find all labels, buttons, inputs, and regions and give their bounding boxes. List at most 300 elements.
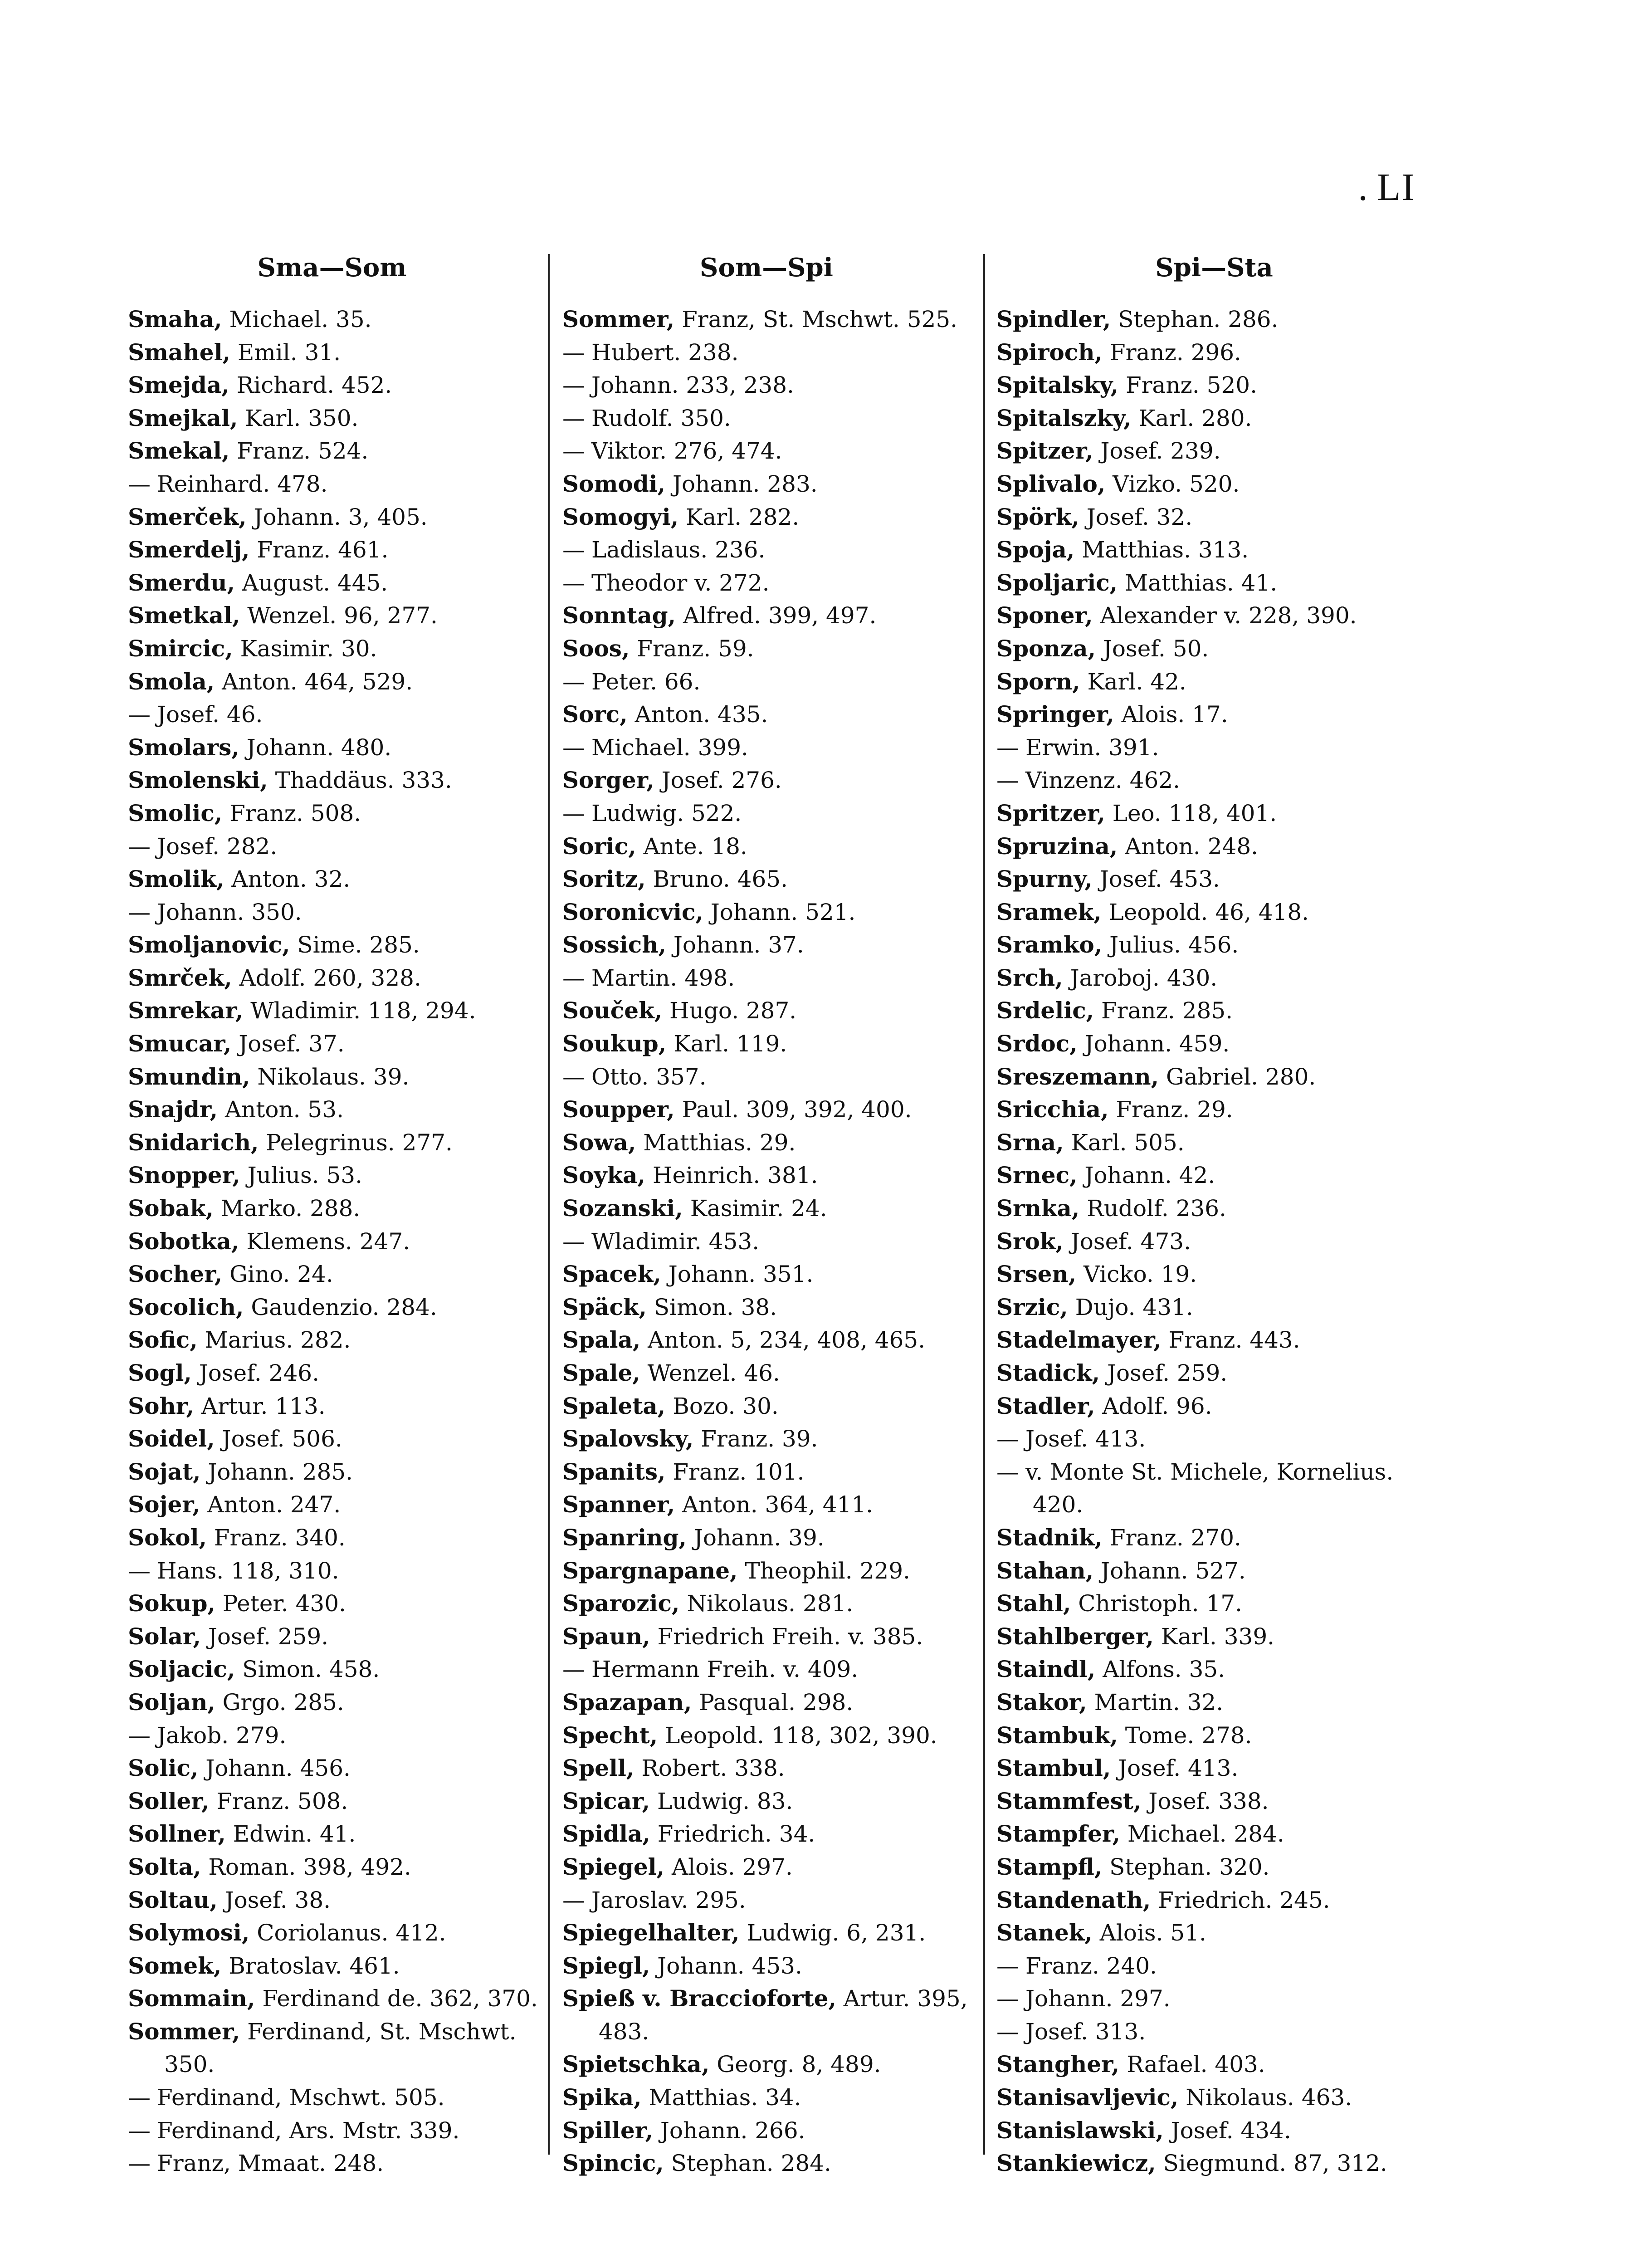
entry-details: Leopold. 46, 418. [1108,899,1309,925]
entry-surname: Stanisavljevic, [996,2084,1179,2111]
entry-details: Otto. 357. [591,1063,707,1090]
entry-details: Anton. 32. [231,866,351,893]
repeat-dash: — [128,833,151,860]
entry-surname: Smrekar, [128,997,244,1024]
index-entry [128,632,536,665]
entry-details: Emil. 31. [237,339,341,366]
index-entry [562,369,971,402]
index-entry [128,1653,536,1686]
page-number-text: LI [1376,165,1415,209]
index-entry [128,929,536,962]
entry-details: Simon. 458. [242,1656,380,1683]
entry-details: Theophil. 229. [745,1557,910,1584]
entry-surname: Spalovsky, [562,1425,694,1452]
entry-surname: Stadelmayer, [996,1326,1162,1354]
entry-surname: Spitzer, [996,437,1093,464]
index-entry [562,1752,971,1785]
entry-surname: Sponza, [996,635,1096,662]
entry-details: Ferdinand, Mschwt. 505. [157,2084,445,2111]
entry-details: Vinzenz. 462. [1025,767,1181,794]
entry-details: Artur. 395, [843,1985,968,2012]
entry-surname: Staindl, [996,1656,1096,1683]
index-entry [996,1818,1432,1851]
entry-details: Pelegrinus. 277. [266,1129,453,1156]
entry-surname: Snidarich, [128,1129,259,1156]
entry-surname: Srna, [996,1129,1064,1156]
entry-surname: Smahel, [128,338,230,366]
index-entry [996,1916,1432,1950]
entry-surname: Sonntag, [562,602,676,629]
index-entry [996,336,1432,369]
entry-details: Kasimir. 30. [240,635,377,662]
index-entry [996,1653,1432,1686]
index-entry [562,1159,971,1192]
index-entry [128,797,536,830]
index-entry [562,567,971,600]
entry-surname: Smolenski, [128,767,268,794]
index-entry [996,1093,1432,1126]
entry-details: Franz. 240. [1025,1952,1157,1979]
index-entry [562,1126,971,1159]
entry-surname: Soltau, [128,1886,218,1913]
entry-details: Gaudenzio. 284. [251,1294,437,1320]
index-entry [996,2015,1432,2048]
entry-details: Johann. 42. [1084,1162,1215,1189]
entry-details: Josef. 32. [1086,503,1193,530]
repeat-dash: — [996,1985,1019,2012]
entry-surname: Sowa, [562,1129,636,1156]
entry-surname: Soller, [128,1787,210,1814]
index-entry [562,1851,971,1884]
entry-surname: Sofic, [128,1326,198,1354]
entry-details: Karl. 350. [245,405,359,431]
entry-surname: Spale, [562,1359,640,1386]
entry-surname: Solic, [128,1755,199,1782]
index-entry [996,1192,1432,1225]
entry-details: Ludwig. 83. [657,1788,793,1814]
index-entry [128,1390,536,1423]
index-entry [128,1357,536,1390]
entry-details: Bozo. 30. [673,1393,779,1419]
entry-details: Viktor. 276, 474. [591,438,782,464]
entry-surname: Solymosi, [128,1919,250,1946]
repeat-dash: — [562,1063,585,1090]
entry-details: 350. [164,2051,215,2078]
index-column-1 [128,254,536,2180]
index-entry [562,1620,971,1653]
entry-surname: Souček, [562,997,663,1024]
entry-surname: Spoja, [996,536,1075,563]
index-entry [128,1258,536,1291]
index-entry [996,830,1432,863]
entry-details: Peter. 430. [222,1590,346,1617]
index-entry [562,1950,971,1983]
index-entry-continuation [128,2048,536,2081]
index-entry [128,1620,536,1653]
entry-details: Johann. 285. [208,1458,353,1485]
index-entry [562,1422,971,1456]
index-entry [996,1159,1432,1192]
index-entry [128,896,536,929]
entry-surname: Stanek, [996,1919,1093,1946]
index-entry [996,863,1432,896]
entry-details: Hermann Freih. v. 409. [591,1656,859,1683]
entry-surname: Sramko, [996,931,1103,958]
entry-details: Simon. 38. [654,1294,777,1320]
index-entry [996,1456,1432,1489]
index-entry [128,1291,536,1324]
entry-details: Jaroboj. 430. [1070,964,1218,991]
entry-details: Josef. 506. [222,1426,342,1452]
repeat-dash: — [562,800,585,826]
entry-surname: Soronicvic, [562,898,703,925]
entry-details: Alois. 17. [1121,701,1228,728]
entry-details: Rafael. 403. [1127,2051,1265,2078]
entry-surname: Smaha, [128,306,222,332]
entry-details: Franz, St. Mschwt. 525. [682,306,958,332]
index-entry [996,599,1432,632]
entry-details: Johann. 39. [693,1524,825,1551]
entry-surname: Somodi, [562,470,666,497]
entry-details: Gino. 24. [229,1261,333,1288]
entry-details: Anton. 53. [225,1096,344,1123]
entry-details: Josef. 259. [208,1623,329,1650]
index-entry [562,731,971,764]
entry-surname: Spruzina, [996,832,1118,860]
index-column-2 [562,254,971,2180]
entry-details: Josef. 38. [225,1887,331,1913]
entry-surname: Smetkal, [128,602,240,629]
index-entry [562,468,971,501]
entry-surname: Sorc, [562,701,628,728]
entry-surname: Spörk, [996,503,1079,530]
entry-surname: Srnec, [996,1162,1078,1189]
entry-surname: Sokol, [128,1524,207,1551]
entry-surname: Spazapan, [562,1688,692,1716]
index-entry [996,731,1432,764]
entry-details: Johann. 37. [673,932,804,958]
entry-details: Leopold. 118, 302, 390. [665,1722,937,1749]
index-entry [128,665,536,699]
entry-details: Matthias. 313. [1082,537,1249,563]
page-mark: . [1358,165,1369,209]
index-entry [562,830,971,863]
entry-surname: Spanring, [562,1524,687,1551]
repeat-dash: — [996,1426,1019,1452]
index-entry [996,1719,1432,1752]
index-entry [128,533,536,567]
repeat-dash: — [562,405,585,431]
entry-surname: Späck, [562,1293,647,1320]
index-entry [128,468,536,501]
entry-details: Jakob. 279. [157,1722,287,1749]
entry-surname: Spanits, [562,1458,666,1485]
entry-surname: Stahan, [996,1557,1094,1584]
entry-details: Alfons. 35. [1103,1656,1225,1683]
entry-surname: Srok, [996,1227,1064,1255]
entry-details: Nikolaus. 39. [257,1063,410,1090]
index-entry [562,2081,971,2114]
index-entry [996,1357,1432,1390]
index-entry [996,369,1432,402]
index-entry [562,1818,971,1851]
entry-details: Ferdinand, St. Mschwt. [247,2018,517,2045]
entry-surname: Sozanski, [562,1195,683,1222]
index-entry-continuation [996,1488,1432,1521]
entry-details: Friedrich Freih. v. 385. [657,1623,923,1650]
entry-surname: Splivalo, [996,470,1106,497]
entry-details: Franz. 270. [1109,1524,1241,1551]
column-divider [548,254,550,2155]
entry-details: Friedrich. 34. [657,1821,815,1848]
entry-surname: Sojer, [128,1491,200,1518]
entry-details: Michael. 35. [229,306,372,332]
index-entry [562,698,971,731]
entry-details: Josef. 239. [1100,438,1221,464]
entry-details: Franz. 340. [214,1524,346,1551]
entry-details: Johann. 266. [660,2117,805,2144]
entry-surname: Somek, [128,1952,222,1979]
index-entry [996,1225,1432,1258]
entry-surname: Spika, [562,2084,642,2111]
entry-surname: Spritzer, [996,799,1105,826]
entry-surname: Stahl, [996,1590,1071,1617]
index-entry [128,369,536,402]
repeat-dash: — [562,537,585,563]
entry-surname: Sommain, [128,1985,255,2012]
index-entry [128,1027,536,1061]
index-entry [996,1324,1432,1357]
index-entry [996,2048,1432,2081]
entry-surname: Soritz, [562,865,646,893]
entry-surname: Smejda, [128,371,229,399]
entry-details: Ante. 18. [643,833,747,860]
entry-surname: Smrček, [128,964,232,991]
entry-details: Josef. 413. [1118,1755,1239,1782]
repeat-dash: — [128,701,151,728]
entry-surname: Sponer, [996,602,1093,629]
entry-details: Gabriel. 280. [1166,1063,1316,1090]
entry-details: Wladimir. 118, 294. [250,997,476,1024]
index-entry [562,1192,971,1225]
index-entry [996,1061,1432,1094]
page-number [1358,164,1415,210]
entry-details: Grgo. 285. [222,1689,344,1716]
entry-details: Wenzel. 46. [647,1360,780,1386]
entry-surname: Spanner, [562,1491,675,1518]
entry-details: Paul. 309, 392, 400. [682,1096,912,1123]
repeat-dash: — [128,2084,151,2111]
index-entry [996,1554,1432,1588]
entry-surname: Stanislawski, [996,2116,1164,2144]
entry-details: Ludwig. 522. [591,800,742,826]
entry-details: Wenzel. 96, 277. [247,602,438,629]
entry-details: Johann. 350. [157,899,302,925]
index-entry [996,994,1432,1027]
entry-details: Josef. 259. [1107,1360,1228,1386]
repeat-dash: — [562,339,585,366]
entry-surname: Srnka, [996,1195,1080,1222]
entry-details: Franz. 443. [1168,1327,1300,1354]
entry-surname: Springer, [996,701,1114,728]
entry-details: Marius. 282. [205,1327,351,1354]
entry-details: 483. [599,2018,649,2045]
column-heading: Sma—Som [257,253,407,283]
entry-details: 420. [1033,1491,1083,1518]
entry-details: Josef. 313. [1025,2018,1146,2045]
entry-details: Ludwig. 6, 231. [747,1920,926,1946]
index-entry [128,501,536,534]
entry-surname: Stampfl, [996,1853,1103,1880]
index-entry [562,1686,971,1719]
entry-surname: Srdelic, [996,997,1094,1024]
index-entry [996,665,1432,699]
index-entry [128,1982,536,2015]
entry-details: Wladimir. 453. [591,1228,760,1255]
entry-details: Ladislaus. 236. [591,537,766,563]
repeat-dash: — [562,734,585,761]
index-entry [128,1752,536,1785]
index-entry [562,896,971,929]
entry-details: Erwin. 391. [1025,734,1159,761]
entry-surname: Soupper, [562,1096,675,1123]
entry-details: Anton. 247. [207,1491,341,1518]
entry-surname: Stampfer, [996,1820,1120,1848]
entry-surname: Soljan, [128,1688,215,1716]
entry-details: Adolf. 260, 328. [239,964,421,991]
index-entry [128,863,536,896]
index-entry [128,1159,536,1192]
entry-details: Robert. 338. [641,1755,785,1782]
index-entry [128,567,536,600]
index-entry [128,1061,536,1094]
index-entry [128,1126,536,1159]
index-entry [562,1061,971,1094]
entry-details: Pasqual. 298. [699,1689,854,1716]
entry-details: Bratoslav. 461. [229,1952,400,1979]
index-entry [996,632,1432,665]
entry-details: Dujo. 431. [1075,1294,1193,1320]
entry-surname: Spiroch, [996,338,1103,366]
entry-details: Matthias. 41. [1125,569,1278,596]
entry-details: Anton. 435. [634,701,768,728]
repeat-dash: — [562,1887,585,1913]
entry-details: Coriolanus. 412. [257,1920,446,1946]
entry-details: Johann. 480. [246,734,392,761]
index-entry [996,533,1432,567]
entry-details: Josef. 453. [1099,866,1220,893]
entry-surname: Srch, [996,964,1063,991]
entry-surname: Soyka, [562,1162,645,1189]
entry-surname: Smucar, [128,1030,232,1057]
entry-details: Reinhard. 478. [157,470,328,497]
index-entry [562,1390,971,1423]
entry-details: Franz. 524. [237,438,369,464]
entry-details: Alois. 297. [671,1853,793,1880]
entry-surname: Sobak, [128,1195,214,1222]
repeat-dash: — [996,734,1019,761]
entry-surname: Spincic, [562,2150,664,2177]
index-entry [562,501,971,534]
entry-surname: Soukup, [562,1030,667,1057]
index-entry [128,1587,536,1620]
index-entry [562,1324,971,1357]
index-entry [996,1884,1432,1917]
entry-surname: Smerdu, [128,569,235,596]
entry-surname: Sossich, [562,931,666,958]
entry-details: Matthias. 29. [643,1129,796,1156]
entry-details: Hans. 118, 310. [157,1557,339,1584]
entry-surname: Specht, [562,1721,658,1749]
entry-details: Johann. 459. [1084,1031,1230,1057]
index-entry [562,435,971,468]
entry-details: Rudolf. 350. [591,405,731,431]
entry-details: Johann. 456. [205,1755,351,1782]
index-entry [128,962,536,995]
index-entry [562,1785,971,1818]
index-entry [128,1093,536,1126]
entry-surname: Spargnapane, [562,1557,738,1584]
entry-surname: Sommer, [128,2018,240,2045]
repeat-dash: — [996,1952,1019,1979]
entry-details: Christoph. 17. [1078,1590,1242,1617]
entry-details: Hugo. 287. [669,997,797,1024]
index-entry [996,797,1432,830]
index-entry [128,1324,536,1357]
entry-surname: Standenath, [996,1886,1151,1913]
entry-details: Julius. 53. [247,1162,362,1189]
index-entry [128,1422,536,1456]
entry-details: Josef. 246. [199,1360,319,1386]
entry-surname: Spoljaric, [996,569,1118,596]
entry-details: Alexander v. 228, 390. [1100,602,1357,629]
index-column-3 [996,254,1432,2180]
entry-details: Josef. 37. [239,1031,345,1057]
entry-surname: Sparozic, [562,1590,680,1617]
entry-surname: Srzic, [996,1293,1068,1320]
index-entry [128,731,536,764]
index-entry [996,435,1432,468]
repeat-dash: — [562,964,585,991]
entry-surname: Spala, [562,1326,641,1354]
entry-details: Josef. 338. [1148,1788,1269,1814]
entry-surname: Smekal, [128,437,230,464]
entry-details: Karl. 280. [1138,405,1252,431]
entry-details: Johann. 233, 238. [591,372,794,399]
entry-details: Nikolaus. 281. [687,1590,854,1617]
entry-details: Martin. 32. [1094,1689,1224,1716]
entry-details: Adolf. 96. [1102,1393,1212,1419]
entry-surname: Smundin, [128,1063,250,1090]
entry-surname: Stadnik, [996,1524,1103,1551]
entry-surname: Sreszemann, [996,1063,1159,1090]
entry-surname: Spiegl, [562,1952,650,1979]
entry-surname: Stadler, [996,1392,1095,1419]
entry-details: Johann. 351. [668,1261,814,1288]
entry-details: Martin. 498. [591,964,735,991]
index-entry [128,2015,536,2048]
entry-details: Vicko. 19. [1083,1261,1197,1288]
index-entry [996,1422,1432,1456]
index-entry [996,1291,1432,1324]
entry-details: Johann. 283. [672,470,818,497]
entry-surname: Socher, [128,1261,223,1288]
index-entry [996,1390,1432,1423]
repeat-dash: — [562,438,585,464]
index-entry [562,962,971,995]
entry-details: Sime. 285. [297,932,420,958]
index-entry [128,2114,536,2147]
